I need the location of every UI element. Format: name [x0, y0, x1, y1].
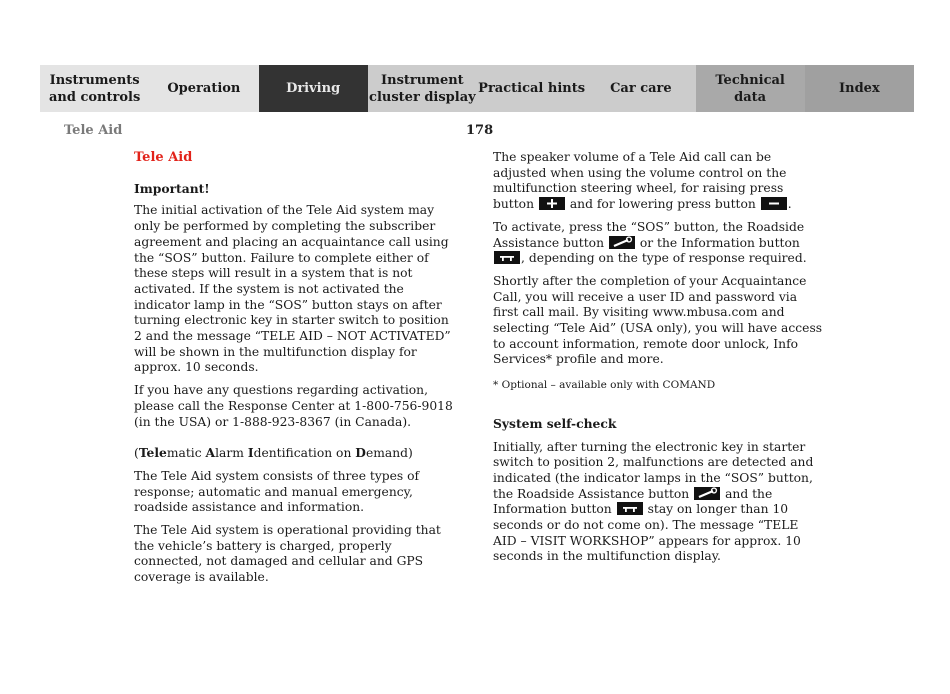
volume-paragraph: The speaker volume of a Tele Aid call can be adjusted when using the volume control on the multifunction steering wheel, for raising press button and for lowering press button .	[493, 150, 792, 212]
tab-index[interactable]: Index	[805, 65, 914, 112]
tab-instrument-cluster-display[interactable]: Instrument cluster display	[368, 65, 477, 112]
response-types-paragraph: The Tele Aid system consists of three types of response; automatic and manual emergency, roadside assistance and information.	[134, 468, 420, 515]
system-self-check-heading: System self-check	[493, 415, 617, 431]
chapter-tabs	[40, 65, 914, 112]
self-check-paragraph: Initially, after turning the electronic key in starter switch to position 2, malfunctions are detected and indicated (the indicator lamps in the “SOS” button, the Roadside Assistance button and the Information button stay on longer than 10 seconds or do not come on). The message “TELE AID – VISIT WORKSHOP” appears for approx. 10 seconds in the multifunction display.	[493, 439, 814, 564]
activate-paragraph: To activate, press the “SOS” button, the Roadside Assistance button or the Information button , depending on the type of response required.	[493, 219, 807, 266]
activation-paragraph: The initial activation of the Tele Aid system may only be performed by completing the subscriber agreement and placing an acquaintance call using the “SOS” button. Failure to complete either of these steps will result in a system that is not activated. If the system is not activated the indicator lamp in the “SOS” button stays on after turning electronic key in starter switch to position 2 and the message “TELE AID – NOT ACTIVATED” will be shown in the multifunction display for approx. 10 seconds.	[134, 203, 451, 375]
tab-driving[interactable]: Driving	[259, 65, 368, 112]
tab-instruments-and-controls[interactable]: Instruments and controls	[40, 65, 149, 112]
tab-technical-data[interactable]: Technical data	[696, 65, 805, 112]
acquaintance-call-paragraph: Shortly after the completion of your Acquaintance Call, you will receive a user ID and password via first call mail. By visiting www.mbusa.com and selecting “Tele Aid” (USA only), you will have access to account information, remote door unlock, Info Services* profile and more.	[493, 273, 823, 367]
page-number: 178	[466, 123, 494, 138]
questions-paragraph: If you have any questions regarding activation, please call the Response Center at 1-800-756-9018 (in the USA) or 1-888-923-8367 (in Canada).	[134, 383, 453, 429]
important-heading: Important!	[134, 180, 210, 196]
roadside-assistance-wrench-icon	[694, 487, 720, 500]
left-column	[134, 150, 460, 593]
plus-button-icon	[539, 197, 565, 210]
tab-operation[interactable]: Operation	[149, 65, 258, 112]
footnote: * Optional – available only with COMAND	[493, 379, 716, 392]
acronym-expansion: (Telematic Alarm Identification on Demand)	[134, 445, 413, 461]
tab-practical-hints[interactable]: Practical hints	[477, 65, 586, 112]
roadside-assistance-wrench-icon	[609, 236, 635, 249]
right-column	[493, 150, 823, 572]
minus-button-icon	[761, 197, 787, 210]
section-header: Tele Aid	[64, 123, 123, 138]
tab-car-care[interactable]: Car care	[586, 65, 695, 112]
page-title: Tele Aid	[134, 150, 193, 165]
information-button-icon	[617, 502, 643, 515]
operational-paragraph: The Tele Aid system is operational providing that the vehicle’s battery is charged, properly connected, not damaged and cellular and GPS coverage is available.	[134, 523, 441, 585]
information-button-icon	[494, 251, 520, 264]
